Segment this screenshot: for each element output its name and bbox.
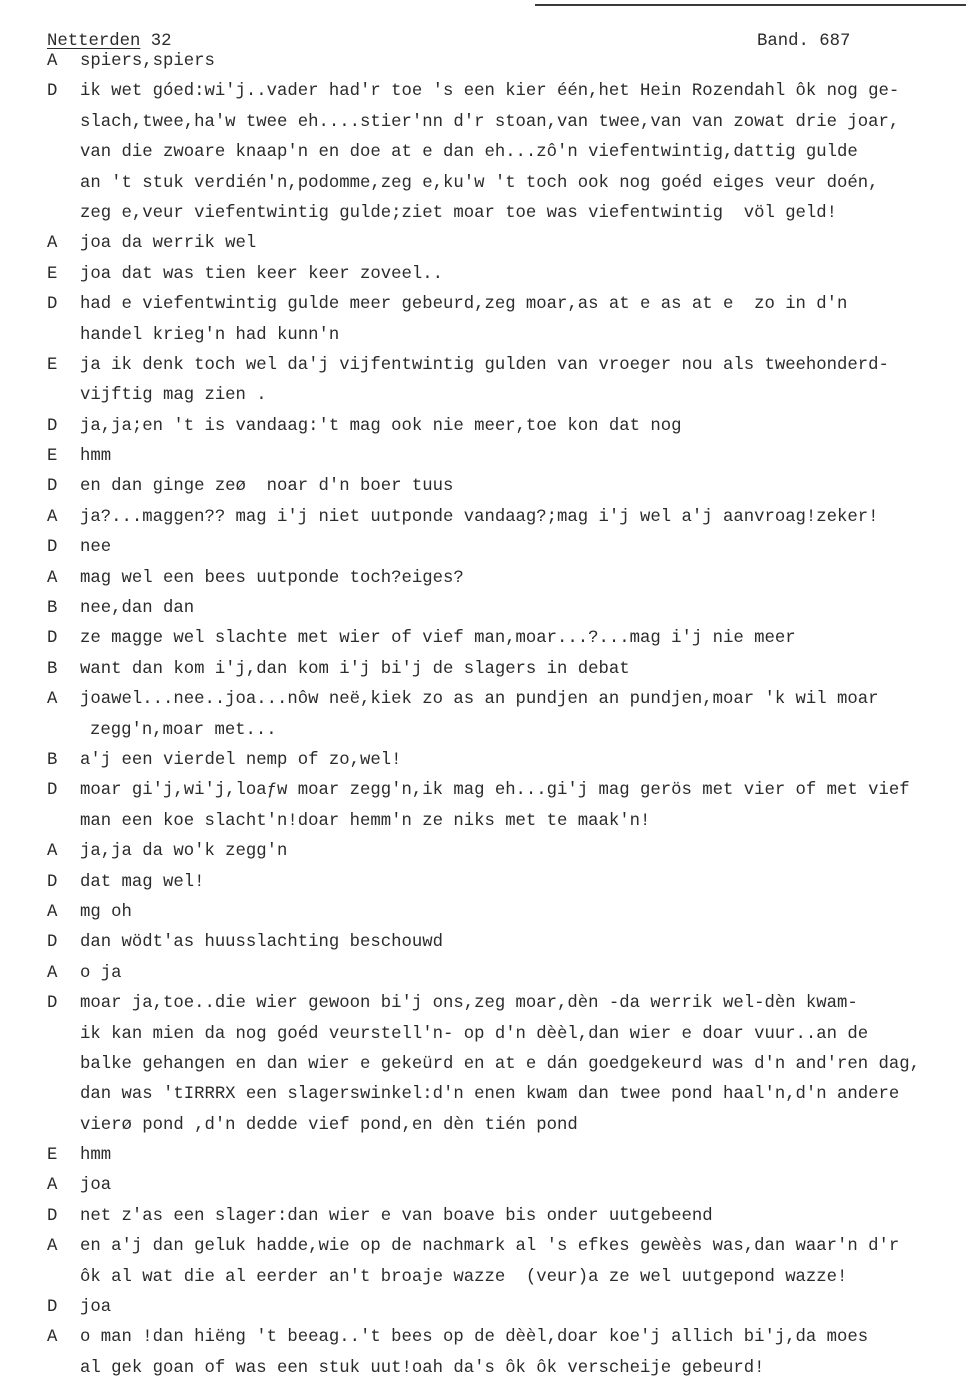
transcript-line [0, 1050, 966, 1080]
utterance-text: net z'as een slager:dan wier e van boave bis onder uutgebeend [80, 1206, 713, 1226]
transcript-line [0, 412, 966, 442]
transcript-line [0, 290, 966, 320]
header-band: Band. 687 [757, 32, 851, 51]
speaker-label: A [47, 234, 58, 254]
utterance-text: ik kan mien da nog goéd veurstell'n- op d'n dèèl,dan wier e doar vuur..an de [80, 1024, 869, 1044]
utterance-text: spiers,spiers [80, 52, 215, 71]
speaker-label: D [47, 477, 58, 497]
transcript-line [0, 898, 966, 928]
speaker-label: A [47, 52, 58, 71]
utterance-text: van die zwoare knaap'n en doe at e dan eh...zô'n viefentwintig,dattig gulde [80, 143, 858, 163]
speaker-label: A [47, 842, 58, 862]
transcript-line [0, 1202, 966, 1232]
utterance-text: man een koe slacht'n!doar hemm'n ze niks met te maak'n! [80, 811, 651, 831]
transcript-line [0, 564, 966, 594]
transcript-line [0, 928, 966, 958]
speaker-label: A [47, 507, 58, 527]
speaker-label: D [47, 82, 58, 102]
speaker-label: E [47, 447, 58, 467]
utterance-text: al gek goan of was een stuk uut!oah da's ôk ôk verscheije gebeurd! [80, 1358, 765, 1378]
utterance-text: nee,dan dan [80, 599, 195, 619]
transcript-line [0, 716, 966, 746]
utterance-text: dan was 'tIRRRX een slagerswinkel:d'n enen kwam dan twee pond haal'n,d'n andere [80, 1085, 900, 1105]
transcript-line [0, 472, 966, 502]
utterance-text: ze magge wel slachte met wier of vief man,moar...?...mag i'j nie meer [80, 629, 796, 649]
transcript-line [0, 229, 966, 259]
utterance-text: had e viefentwintig gulde meer gebeurd,zeg moar,as at e as at e zo in d'n [80, 295, 848, 315]
utterance-text: nee [80, 538, 112, 558]
speaker-label: A [47, 963, 58, 983]
utterance-text: o man !dan hiëng 't beeag..'t bees op de dèèl,doar koe'j allich bi'j,da moes [80, 1328, 869, 1348]
transcript-line [0, 685, 966, 715]
utterance-text: dat mag wel! [80, 872, 205, 892]
transcript-line [0, 47, 966, 77]
speaker-label: A [47, 902, 58, 922]
utterance-text: handel krieg'n had kunn'n [80, 325, 340, 345]
utterance-text: joa da werrik wel [80, 234, 257, 254]
utterance-text: ja?...maggen?? mag i'j niet uutponde vandaag?;mag i'j wel a'j aanvroag!zeker! [80, 507, 879, 527]
speaker-label: D [47, 416, 58, 436]
utterance-text: zegg'n,moar met... [90, 720, 277, 740]
transcript-line [0, 77, 966, 107]
speaker-label: E [47, 264, 58, 284]
utterance-text: dan wödt'as huusslachting beschouwd [80, 933, 443, 953]
speaker-label: D [47, 994, 58, 1014]
speaker-label: A [47, 690, 58, 710]
transcript-line [0, 1293, 966, 1323]
transcript-line [0, 1020, 966, 1050]
utterance-text: ôk al wat die al eerder an't broaje wazze (veur)a ze wel uutgepond wazze! [80, 1267, 848, 1287]
transcript-line [0, 351, 966, 381]
transcript-line [0, 1323, 966, 1353]
speaker-label: A [47, 568, 58, 588]
utterance-text: an 't stuk verdién'n,podomme,zeg e,ku'w 't toch ook nog goéd eiges veur doén, [80, 173, 879, 193]
utterance-text: mag wel een bees uutponde toch?eiges? [80, 568, 464, 588]
utterance-text: hmm [80, 447, 112, 467]
transcript-line [0, 503, 966, 533]
transcript-line [0, 594, 966, 624]
speaker-label: B [47, 659, 58, 679]
transcript-line [0, 1232, 966, 1262]
transcript-line [0, 1354, 966, 1384]
utterance-text: ja ik denk toch wel da'j vijfentwintig gulden van vroeger nou als tweehonderd- [80, 355, 889, 375]
header-place: Netterden [47, 32, 141, 51]
top-rule [535, 4, 966, 6]
speaker-label: D [47, 1206, 58, 1226]
transcript-line [0, 1171, 966, 1201]
transcript-line [0, 169, 966, 199]
transcript-line [0, 868, 966, 898]
utterance-text: ja,ja da wo'k zegg'n [80, 842, 288, 862]
speaker-label: A [47, 1328, 58, 1348]
utterance-text: vierø pond ,d'n dedde vief pond,en dèn tién pond [80, 1115, 578, 1135]
transcript-line [0, 624, 966, 654]
speaker-label: A [47, 1176, 58, 1196]
utterance-text: balke gehangen en dan wier e gekeürd en at e dán goedgekeurd was d'n and'ren dag, [80, 1054, 921, 1074]
utterance-text: vijftig mag zien . [80, 386, 267, 406]
transcript-line [0, 837, 966, 867]
speaker-label: B [47, 599, 58, 619]
transcript-line [0, 1111, 966, 1141]
utterance-text: joa [80, 1176, 112, 1196]
transcript-line [0, 260, 966, 290]
utterance-text: en a'j dan geluk hadde,wie op de nachmark al 's efkes gewèès was,dan waar'n d'r [80, 1237, 900, 1257]
transcript-line [0, 533, 966, 563]
speaker-label: D [47, 872, 58, 892]
utterance-text: a'j een vierdel nemp of zo,wel! [80, 750, 402, 770]
transcript-line [0, 807, 966, 837]
speaker-label: D [47, 295, 58, 315]
utterance-text: moar ja,toe..die wier gewoon bi'j ons,zeg moar,dèn -da werrik wel-dèn kwam- [80, 994, 858, 1014]
utterance-text: slach,twee,ha'w twee eh....stier'nn d'r stoan,van twee,van van zowat drie joar, [80, 112, 900, 132]
transcript-line [0, 1141, 966, 1171]
utterance-text: ik wet góed:wi'j..vader had'r toe 's een kier één,het Hein Rozendahl ôk nog ge- [80, 82, 900, 102]
utterance-text: want dan kom i'j,dan kom i'j bi'j de slagers in debat [80, 659, 630, 679]
utterance-text: en dan ginge zeø noar d'n boer tuus [80, 477, 454, 497]
speaker-label: D [47, 1298, 58, 1318]
utterance-text: mg oh [80, 902, 132, 922]
transcript-line [0, 959, 966, 989]
transcript-line [0, 381, 966, 411]
transcript-line [0, 776, 966, 806]
speaker-label: E [47, 355, 58, 375]
transcript-line [0, 442, 966, 472]
utterance-text: moar gi'j,wi'j,loaƒw moar zegg'n,ik mag eh...gi'j mag gerös met vier of met vief [80, 781, 910, 801]
transcript-line [0, 138, 966, 168]
speaker-label: B [47, 750, 58, 770]
transcript-line [0, 108, 966, 138]
transcript-line [0, 1080, 966, 1110]
speaker-label: D [47, 629, 58, 649]
utterance-text: zeg e,veur viefentwintig gulde;ziet moar toe was viefentwintig völ geld! [80, 203, 838, 223]
utterance-text: joa [80, 1298, 112, 1318]
transcript-line [0, 199, 966, 229]
transcript-line [0, 1263, 966, 1293]
header-number: 32 [140, 32, 172, 51]
speaker-label: D [47, 933, 58, 953]
transcript-body [0, 47, 966, 1384]
speaker-label: E [47, 1146, 58, 1166]
transcript-line [0, 989, 966, 1019]
speaker-label: D [47, 781, 58, 801]
speaker-label: D [47, 538, 58, 558]
utterance-text: ja,ja;en 't is vandaag:'t mag ook nie meer,toe kon dat nog [80, 416, 682, 436]
utterance-text: joawel...nee..joa...nôw neë,kiek zo as an pundjen an pundjen,moar 'k wil moar [80, 690, 879, 710]
utterance-text: joa dat was tien keer keer zoveel.. [80, 264, 443, 284]
utterance-text: hmm [80, 1146, 112, 1166]
transcript-line [0, 746, 966, 776]
utterance-text: o ja [80, 963, 122, 983]
transcript-line [0, 655, 966, 685]
transcript-line [0, 321, 966, 351]
speaker-label: A [47, 1237, 58, 1257]
